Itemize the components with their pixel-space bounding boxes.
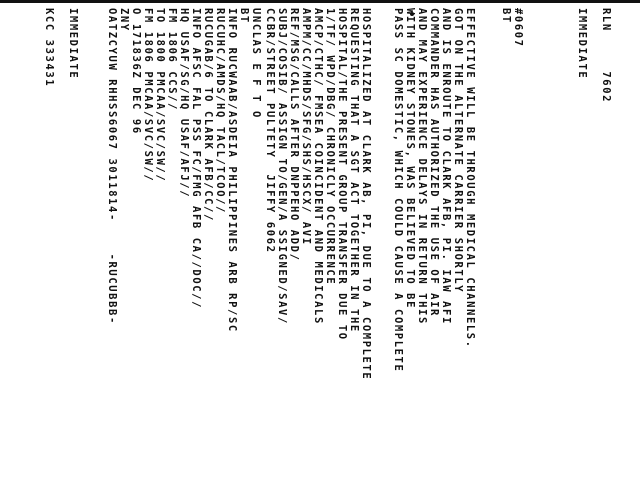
body-line: REF/MSG/CALLS AFTER DNPPEHO ADD/ [288, 8, 300, 262]
routing-line: RUCUHC/AMDS/HQ TACL/TCOO// [214, 8, 226, 214]
routing-line: OATZCYUW RHHSS6067 3011814- -RUCUBBB- [106, 8, 118, 325]
bt-marker: BT [500, 8, 512, 24]
reference-number: RLN 7602 [600, 8, 612, 104]
precedence-header: IMMEDIATE [67, 8, 79, 80]
paragraph-line: AND IS ENROUTE TO CLARK AFB, PI. IAW AFI [440, 8, 452, 325]
routing-line: HQ USAF/SG/HQ USAF/AFJ// [178, 8, 190, 199]
routing-line: O 171836Z DEC 96 [130, 8, 142, 135]
body-line: AMCP/CTHC/ FMSEA COINCIDENT AND MEDICALS [312, 8, 324, 325]
body-line: 1/TF/ WPD/DBG/ CHRONICLY OCCURRENCE [324, 8, 336, 286]
routing-line: INFO RUCWAAB/ASDEIA PHILIPPINES ARB RP/SC [226, 8, 238, 333]
paragraph-line: GOT ON THE ALTERNATE CARRIER SHORTLY [452, 8, 464, 294]
paragraph-line: EFFECTIVE WILL BE THROUGH MEDICAL CHANNELS. [464, 8, 476, 349]
paragraph-line: PASS SC DOMESTIC, WHICH COULD CAUSE A COMPLETE [392, 8, 404, 373]
routing-line: RUCUGAB/6 TO CLARK AFB/CC// [202, 8, 214, 222]
routing-line: BT [238, 8, 250, 24]
precedence-footer: IMMEDIATE [576, 8, 588, 80]
body-line: REQUESTING THAT A SGT ACT TOGETHER IN THE [348, 8, 360, 333]
routing-line: FM 1806 PMCAA/SVC/SW// [142, 8, 154, 183]
routing-line: ZNY [118, 8, 130, 32]
doc-number: KCC 333431 [43, 8, 55, 88]
routing-line: TO 1800 PMCAA/SVC/SW// [154, 8, 166, 183]
paragraph-line: COMMANDER HAS AUTHORIZED THE USE OF AIR [428, 8, 440, 317]
routing-line: UNCLAS E F T O [250, 8, 262, 119]
body-line: AMPM/CC/MHDS/SFG/SHS/HSCX/ AVI [300, 8, 312, 246]
routing-line: INFO AFSC FAL PSS FC/FMG AFB CA//DOC// [190, 8, 202, 310]
routing-line: FM 1806 CCS// [166, 8, 178, 111]
paragraph-line: WITH KIDNEY STONES, WAS BELIEVED TO BE [404, 8, 416, 310]
nnnn-marker: #0607 [512, 8, 524, 48]
body-line: SUBJ/COSIB/ ASSIGN TO/GEN/A SSIGNED/SAV/ [276, 8, 288, 325]
body-line: HOSPITAL/THE PRESENT GROUP TRANSFER DUE TO [336, 8, 348, 341]
body-line: HOSPITALIZED AT CLARK AB, PI, DUE TO A COMPLETE [360, 8, 372, 381]
paragraph-line: AND MAY EXPERIENCE DELAYS IN RETURN THIS [416, 8, 428, 325]
body-line: CCBR/STREET PULTETY JIFFY 6062 [264, 8, 276, 254]
